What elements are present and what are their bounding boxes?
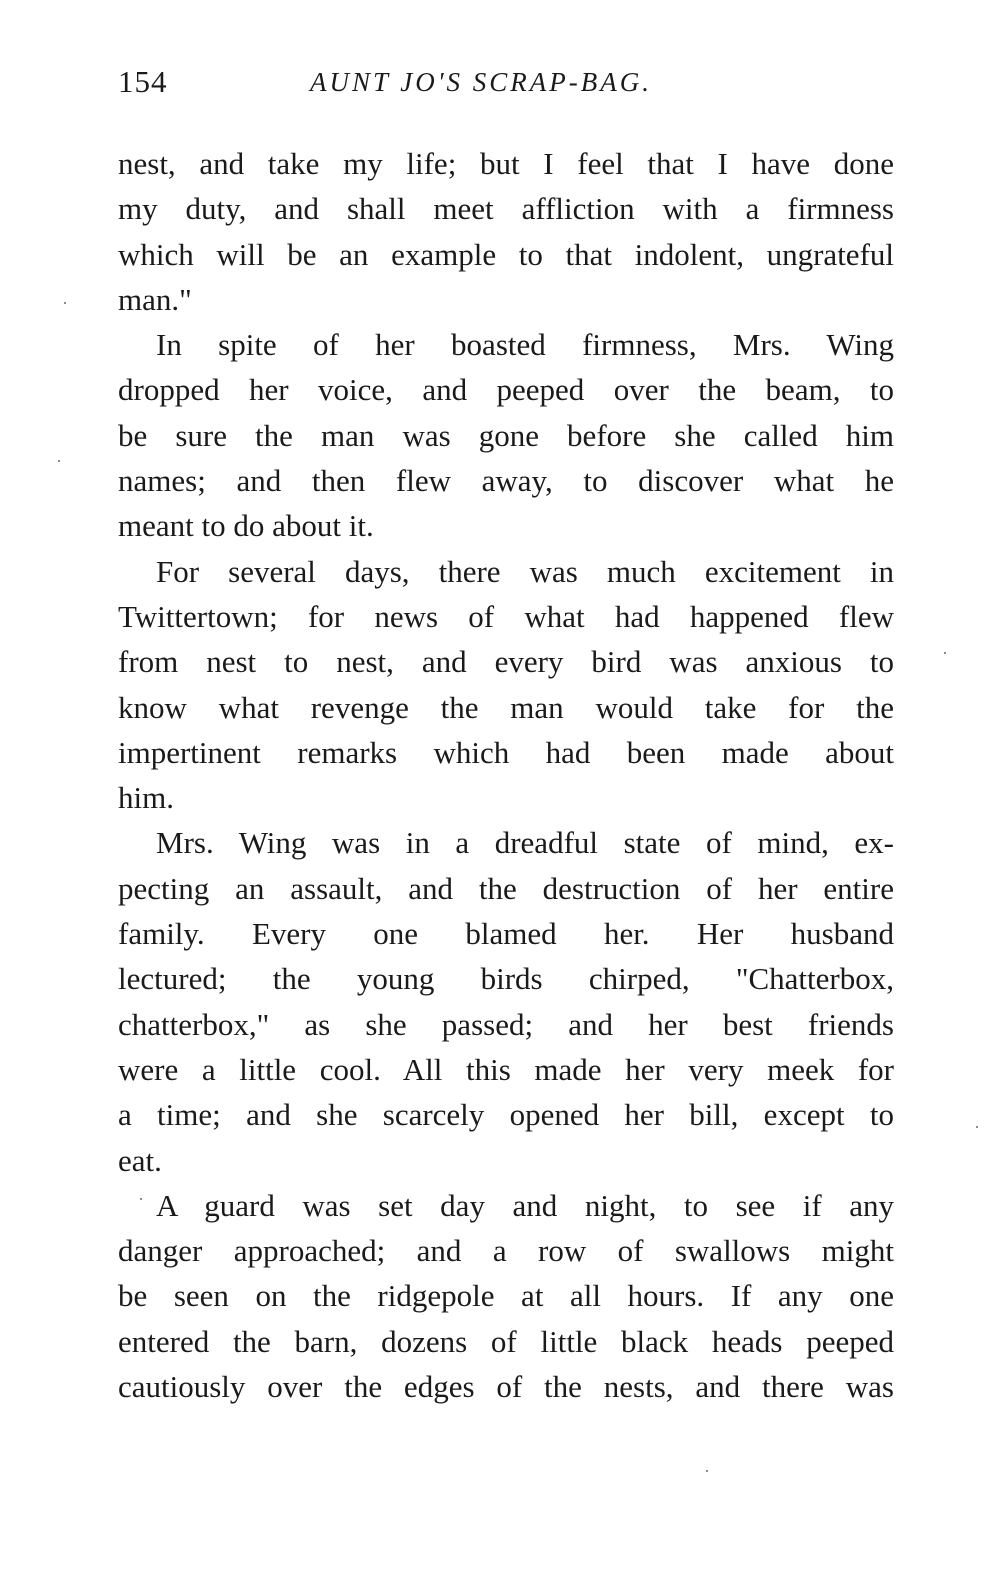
page-number: 154: [118, 64, 168, 99]
text-line: entered the barn, dozens of little black heads peeped: [118, 1323, 894, 1359]
text-line: cautiously over the edges of the nests, and there was: [118, 1369, 894, 1405]
text-line: my duty, and shall meet affliction with a firmness: [118, 191, 894, 227]
text-line: know what revenge the man would take for the: [118, 689, 894, 725]
running-head: [118, 64, 894, 104]
text-line: danger approached; and a row of swallows might: [118, 1233, 894, 1269]
paper-speck: [976, 1126, 978, 1128]
body-text: [118, 141, 894, 1409]
text-line: Twittertown; for news of what had happened flew: [118, 598, 894, 634]
text-line: Mrs. Wing was in a dreadful state of mind, ex-: [156, 825, 894, 861]
text-line: family. Every one blamed her. Her husband: [118, 916, 894, 952]
paper-speck: [58, 460, 60, 462]
text-line: pecting an assault, and the destruction of her entire: [118, 870, 894, 906]
paper-speck: [140, 1198, 142, 1200]
text-line: nest, and take my life; but I feel that I have done: [118, 146, 894, 181]
text-line: eat.: [118, 1142, 162, 1178]
text-line: man.": [118, 281, 192, 317]
text-line: impertinent remarks which had been made about: [118, 734, 894, 770]
text-line: a time; and she scarcely opened her bill, except to: [118, 1097, 894, 1133]
text-line: meant to do about it.: [118, 508, 374, 544]
text-line: In spite of her boasted firmness, Mrs. Wing: [156, 327, 894, 363]
text-line: A guard was set day and night, to see if any: [156, 1187, 894, 1223]
paper-speck: [706, 1470, 708, 1472]
text-line: chatterbox," as she passed; and her best friends: [118, 1006, 894, 1042]
text-line: dropped her voice, and peeped over the beam, to: [118, 372, 894, 408]
text-line: him.: [118, 780, 174, 816]
text-line: be sure the man was gone before she called him: [118, 417, 894, 453]
text-line: were a little cool. All this made her very meek for: [118, 1051, 894, 1087]
text-line: For several days, there was much excitement in: [156, 553, 894, 589]
paper-speck: [64, 302, 66, 304]
text-line: names; and then flew away, to discover what he: [118, 463, 894, 499]
text-line: lectured; the young birds chirped, "Chatterbox,: [118, 961, 894, 997]
running-title: AUNT JO'S SCRAP-BAG.: [310, 67, 652, 97]
text-line: which will be an example to that indolent, ungrateful: [118, 236, 894, 272]
text-line: from nest to nest, and every bird was anxious to: [118, 644, 894, 680]
paper-speck: [944, 652, 946, 654]
text-line: be seen on the ridgepole at all hours. If any one: [118, 1278, 894, 1314]
